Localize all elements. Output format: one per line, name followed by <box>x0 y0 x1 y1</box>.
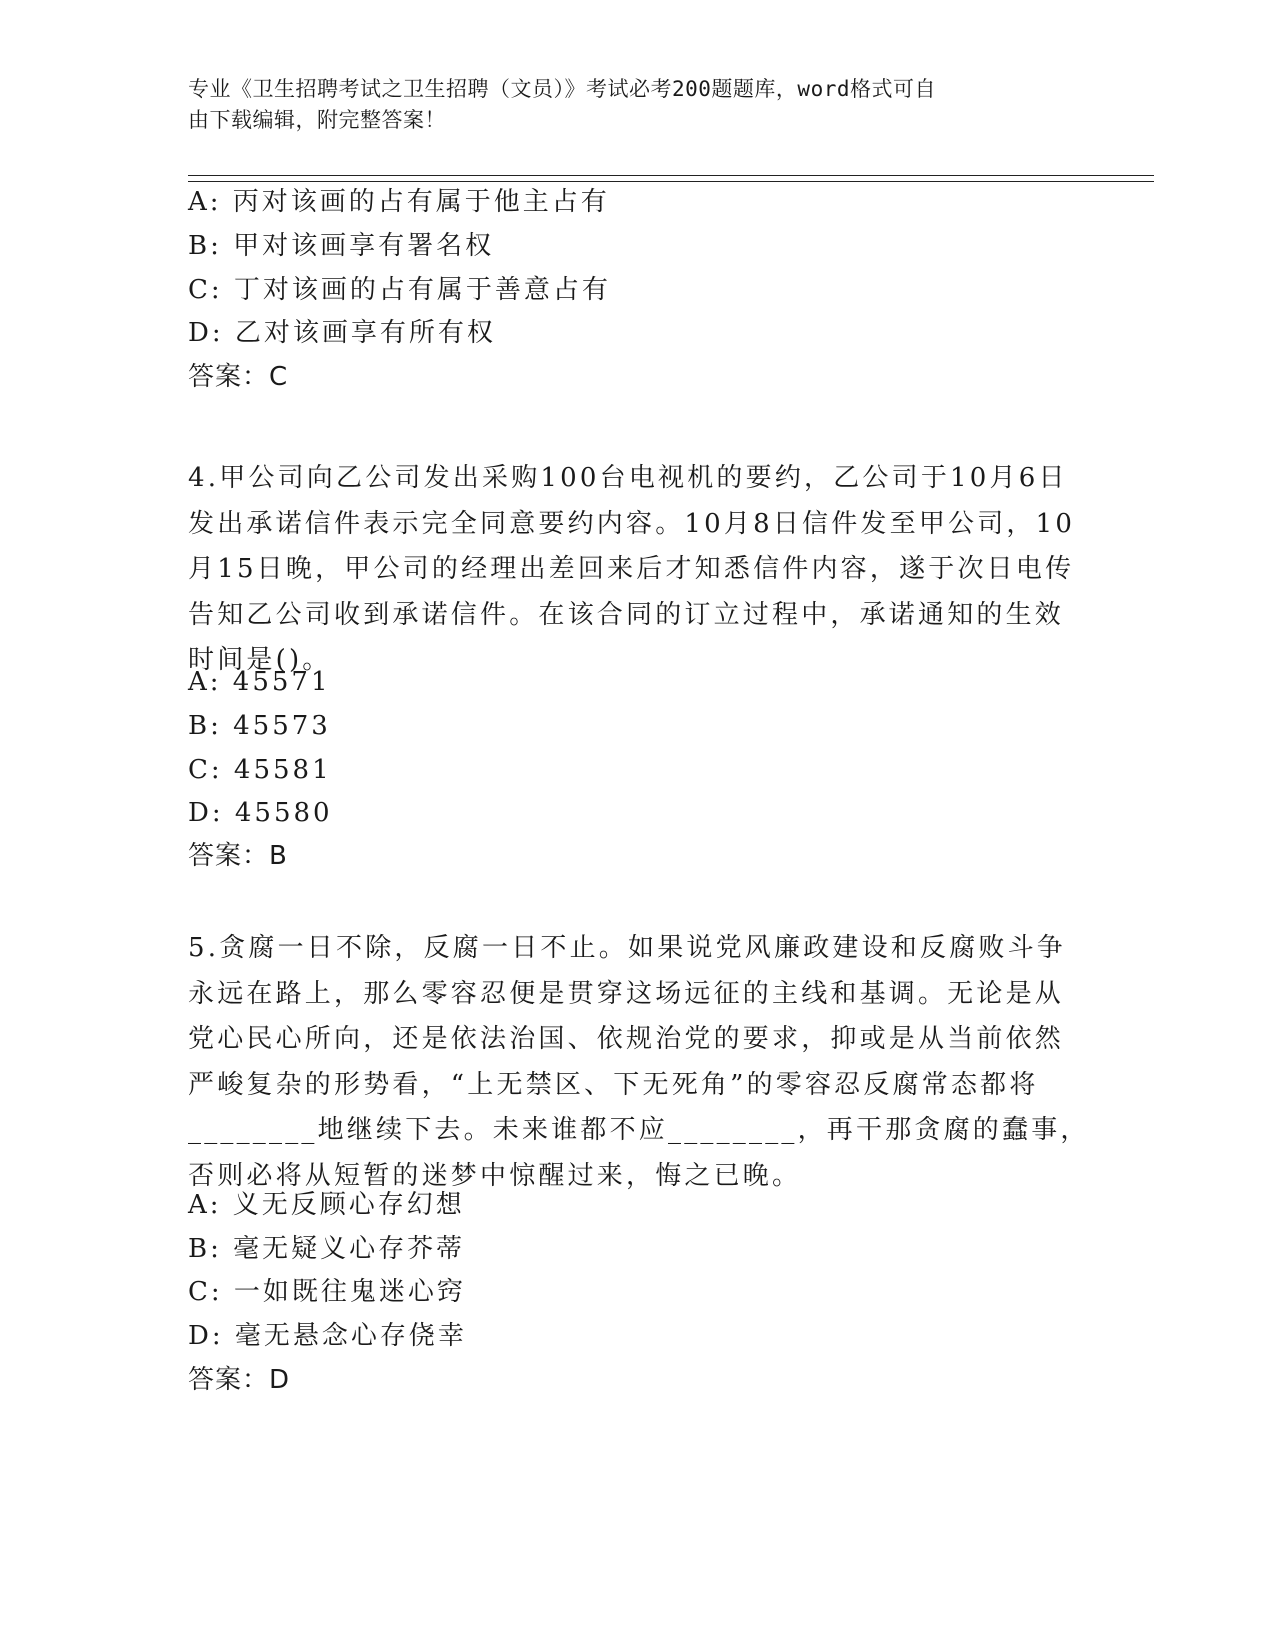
q4-stem-line: 月15日晚，甲公司的经理出差回来后才知悉信件内容，遂于次日电传 <box>188 554 1075 584</box>
q4-stem-line: 时间是()。 <box>188 645 332 675</box>
q4-option-c: C: 45581 <box>188 755 332 785</box>
q5-option-b: B: 毫无疑义心存芥蒂 <box>188 1234 466 1264</box>
q5-stem-line: 5.贪腐一日不除，反腐一日不止。如果说党风廉政建设和反腐败斗争 <box>188 933 1067 963</box>
q4-answer: 答案：B <box>188 841 288 871</box>
q5-stem-line: 否则必将从短暂的迷梦中惊醒过来，悔之已晚。 <box>188 1160 802 1191</box>
q5-stem-line: 严峻复杂的形势看，“上无禁区、下无死角”的零容忍反腐常态都将 <box>188 1069 1039 1100</box>
q3-option-b: B: 甲对该画享有署名权 <box>188 231 495 261</box>
q3-answer: 答案：C <box>188 362 289 392</box>
q4-stem <box>188 456 1076 684</box>
q4-stem-line: 4.甲公司向乙公司发出采购100台电视机的要约，乙公司于10月6日 <box>188 463 1068 493</box>
q3-option-c: C: 丁对该画的占有属于善意占有 <box>188 275 611 305</box>
q4-stem-line: 发出承诺信件表示完全同意要约内容。10月8日信件发至甲公司，10 <box>188 508 1076 539</box>
q5-stem-line: ________地继续下去。未来谁都不应________，再干那贪腐的蠢事， <box>188 1115 1090 1145</box>
header-divider-top <box>188 175 1154 176</box>
q5-option-c: C: 一如既往鬼迷心窍 <box>188 1277 466 1307</box>
document-header <box>188 74 1068 136</box>
q5-stem-line: 党心民心所向，还是依法治国、依规治党的要求，抑或是从当前依然 <box>188 1024 1065 1054</box>
q5-answer: 答案：D <box>188 1365 291 1395</box>
header-line-1: 专业《卫生招聘考试之卫生招聘（文员）》考试必考200题题库，word格式可自 <box>188 77 936 101</box>
q3-option-a: A: 丙对该画的占有属于他主占有 <box>188 187 610 217</box>
q5-stem-line: 永远在路上，那么零容忍便是贯穿这场远征的主线和基调。无论是从 <box>188 978 1065 1009</box>
header-divider-bottom <box>188 181 1154 182</box>
q4-option-b: B: 45573 <box>188 711 331 741</box>
q5-option-d: D: 毫无悬念心存侥幸 <box>188 1321 467 1351</box>
q3-option-d: D: 乙对该画享有所有权 <box>188 318 496 348</box>
header-line-2: 由下载编辑，附完整答案！ <box>188 108 446 132</box>
q5-option-a: A: 义无反顾心存幻想 <box>188 1190 465 1220</box>
q4-option-a: A: 45571 <box>188 667 331 697</box>
q4-stem-line: 告知乙公司收到承诺信件。在该合同的订立过程中，承诺通知的生效 <box>188 599 1065 630</box>
q4-option-d: D: 45580 <box>188 798 333 828</box>
q5-stem <box>188 926 1090 1199</box>
